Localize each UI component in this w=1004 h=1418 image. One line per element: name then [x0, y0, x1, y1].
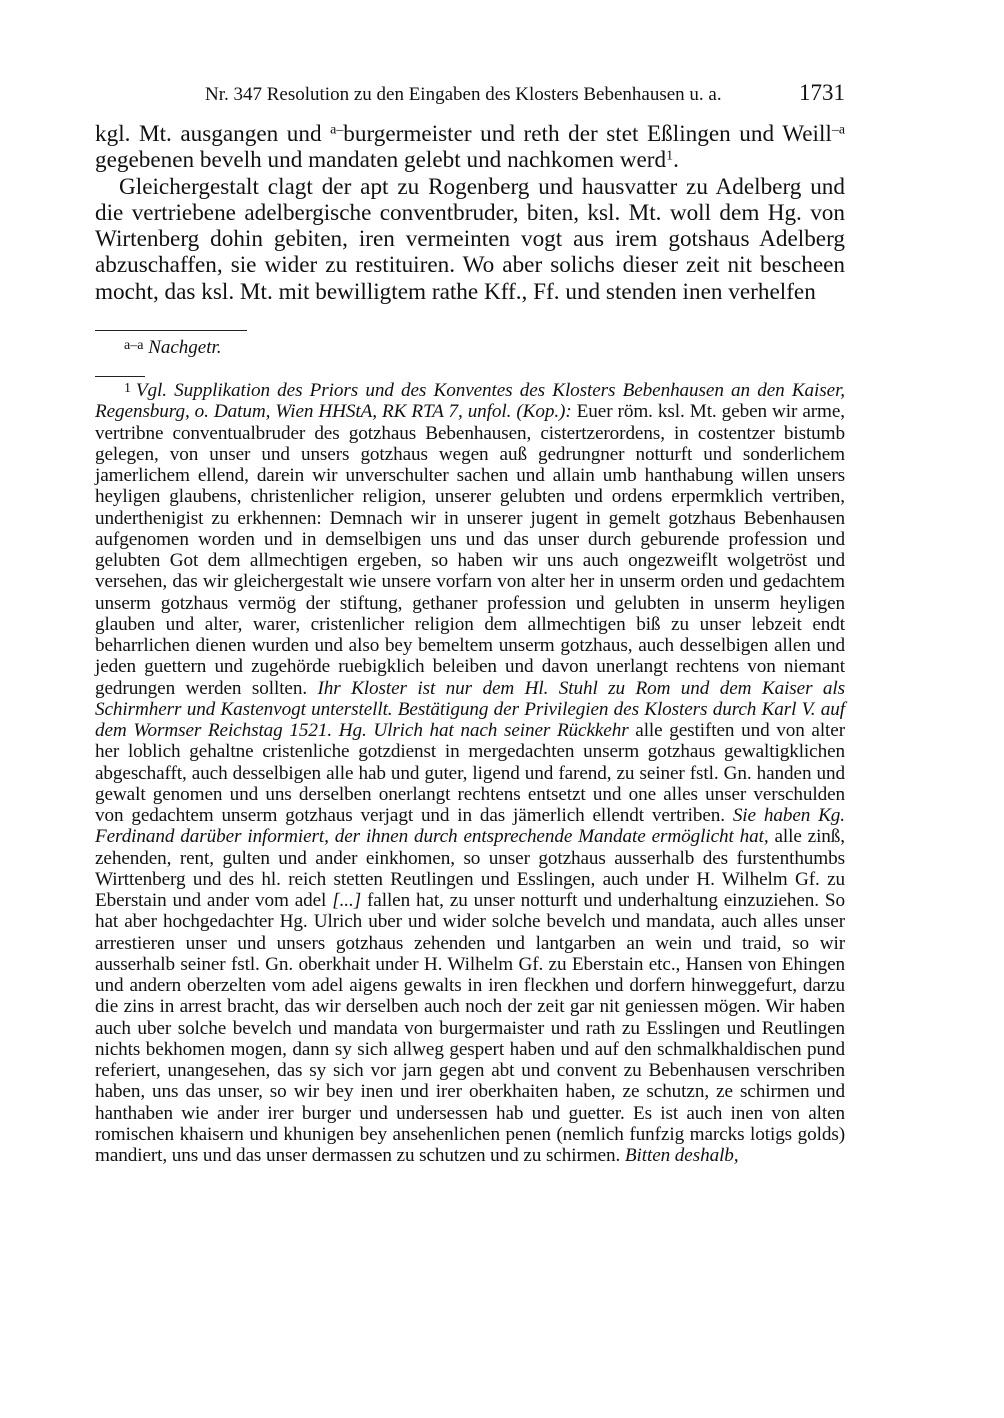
text-run: kgl. Mt. ausgangen und [95, 121, 331, 147]
text-run: . [673, 147, 679, 174]
main-text [95, 121, 845, 305]
paragraph-2: Gleichergestalt clagt der apt zu Rogenberg und hausvatter zu Adelberg und die vertriebene adelbergische conventbruder, biten, ksl. Mt. woll dem Hg. von Wirtenberg dohin gebiten, iren vermeinten vogt aus irem gotshaus Adelberg abzuschaffen, sie wider zu restituiren. Wo aber solichs dieser zeit nit bescheen mocht, das ksl. Mt. mit bewilligtem rathe Kff., Ff. und stenden inen verhelfen [95, 173, 845, 305]
page-number: 1731 [799, 80, 845, 105]
footnote-text: Euer röm. ksl. Mt. geben wir arme, vertribne conventualbruder des gotzhaus Bebenhausen, cistertzerordens, in costentzer bistumb gelegen, von unser und unsers gotzhaus wegen auß gedrungner notturft und sonderlichem jamerlichem ellend, darein wir unverschulter sachen und allain umb hanthabung willen unsers heyligen glaubens, christenlicher religion, unserer gelubten und ordens erpermklich vertriben, underthenigist zu erkhennen: Demnach wir in unserer jugent in gemelt gotzhaus Bebenhausen aufgenomen worden und in demselbigen uns und das unser durch geburende profession und gelubten Got dem allmechtigen ergeben, so haben wir uns auch ongezweiflt wolgetröst und versehen, das wir gleichergestalt wie unsere vorfarn von alter her in unserm orden und gedachtem unserm gotzhaus vermög der stiftung, gethaner profession und gelubten in unserm heyligen glauben und alter, warer, cristenlicher religion dem allmechtigen biß zu unser lebzeit endt beharrlichen dienen wurden und also bey bemeltem unserm gotzhaus, auch desselbigen allen und jeden guettern und zugehörde ruebigklich beleiben und davon unerlangt rechtens von niemant gedrungen werden sollten. [95, 401, 845, 699]
footnote-italic: [...] [332, 890, 362, 911]
footnote-italic: Bitten deshalb, [624, 1145, 739, 1166]
running-title: Nr. 347 Resolution zu den Eingaben des Klosters Bebenhausen u. a. [205, 84, 722, 105]
critical-note-mark: a–a [124, 338, 144, 353]
footnote-text: alle gestiften und von alter her loblich gehaltne cristenliche gotzdienst in mergedachten unserm gotzhaus gewaltigklichen abgeschafft, auch desselbigen alle hab und guter, ligend und farend, zu seiner fstl. Gn. handen und gewalt genomen und uns derselben onerlangt rechtens entsetzt und one alles unser verschulden von gedachtem unserm gotzhaus verjagt und in das jämerlich ellendt vertriben. [95, 720, 845, 826]
footnote-text: alle zinß, zehenden, rent, gulten und ander einkhomen, so unser gotzhaus ausserhalb des furstenthumbs Wirttenberg und des hl. reich stetten Reutlingen und Esslingen, auch under H. Wilhelm Gf. zu Eberstain und ander vom adel [95, 826, 845, 911]
footnote-italic: Vgl. Supplikation des Priors und des Konventes des Klosters Bebenhausen an den Kaiser, Regensburg, o. Datum, Wien HHStA, RK RTA 7, unfol. (Kop.): [95, 380, 845, 423]
footnote-divider [95, 330, 247, 331]
text-run: gegebenen bevelh und mandaten gelebt und nachkomen werd [95, 147, 667, 174]
critical-note-a [95, 335, 845, 359]
note-marker-a-close: –a [831, 122, 845, 138]
note-marker-a-open: a– [330, 122, 344, 138]
footnote-1 [95, 378, 845, 1166]
footnote-text: fallen hat, zu unser notturft und underhaltung einzuziehen. So hat aber hochgedachter Hg. Ulrich uber und wider solche bevelch und mandata, auch alles unser arrestieren unser und unsers gotzhaus zehenden und lantgarben an wein und traid, so wir ausserhalb seiner fstl. Gn. oberkhait under H. Wilhelm Gf. zu Eberstain etc., Hansen von Ehingen und andern oberzelten vom adel aigens gewalts in iren fleckhen und dorfern hinweggefurt, darzu die zins in arrest bracht, das wir derselben auch noch der zeit gar nit geniessen mögen. Wir haben auch uber solche bevelch und mandata von burgermaister und rath zu Esslingen und Reutlingen nichts bekhomen mogen, dann sy sich allweg gespert haben und auf den schmalkhaldischen pund referiert, unangesehen, das sy sich vor jarn gegen abt und convent zu Bebenhausen verschriben haben, uns das unser, so wir bey inen und irer oberkhaiten haben, ze schutzn, ze schirmen und hanthaben wie ander irer burger und undersessen hab und guetter. Es ist auch inen von alten romischen khaisern und khunigen bey ansehenlichen penen (nemlich funfzig marcks lotigs golds) mandiert, uns und das unser dermassen zu schutzen und zu schirmen. [95, 890, 845, 1166]
footnote-ref-1: 1 [666, 148, 674, 164]
critical-note-text: Nachgetr. [148, 337, 222, 358]
footnote-mark: 1 [124, 381, 131, 396]
footnote-italic: Sie haben Kg. Ferdinand darüber informiert, der ihnen durch entsprechende Mandate ermöglicht hat, [95, 805, 845, 848]
text-run: burgermeister und reth der stet Eßlingen und Weill [343, 121, 832, 147]
footnote-divider-short [95, 376, 145, 377]
paragraph-1 [95, 121, 845, 174]
footnote-italic: Ihr Kloster ist nur dem Hl. Stuhl zu Rom und dem Kaiser als Schirmherr und Kastenvogt unterstellt. Bestätigung der Privilegien des Klosters durch Karl V. auf dem Wormser Reichstag 1521. Hg. Ulrich hat nach seiner Rückkehr [95, 677, 846, 741]
running-head [95, 80, 845, 108]
